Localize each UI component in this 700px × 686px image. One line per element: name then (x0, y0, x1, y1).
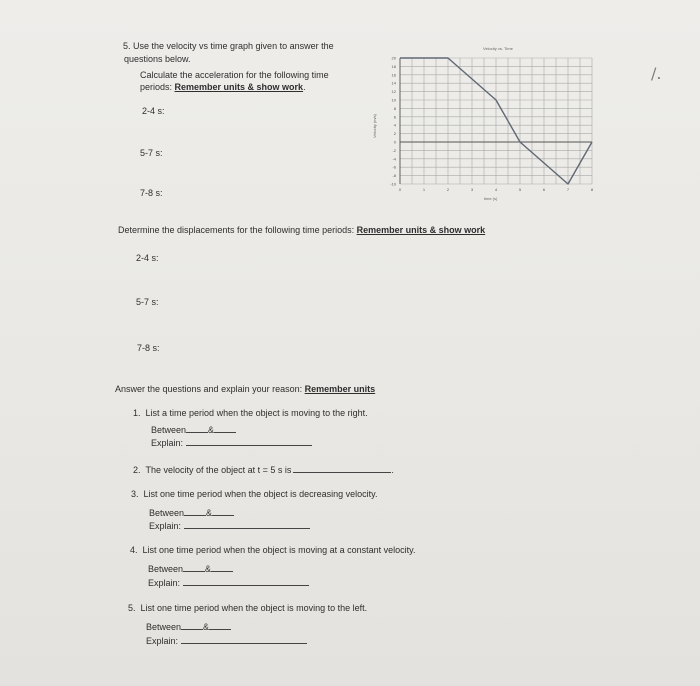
answer-item-1-between (151, 423, 236, 436)
x-tick-label: 4 (494, 187, 498, 192)
answer-instructions (115, 384, 375, 395)
between-start-blank[interactable] (184, 506, 206, 516)
answer-item-2 (133, 463, 394, 476)
graph-y-axis-label: Velocity (m/s) (372, 113, 377, 139)
item-number: 1. (133, 408, 141, 418)
accel-remember-units: Remember units & show work (174, 82, 304, 92)
answer-instructions-prefix: Answer the questions and explain your reason: (115, 384, 305, 394)
explain-blank[interactable] (184, 519, 310, 529)
y-tick-label: 8 (393, 105, 396, 111)
y-tick-label: -10 (390, 181, 396, 187)
graph-title: Velocity vs. Time (483, 46, 513, 51)
velocity-time-graph (360, 38, 620, 208)
explain-label: Explain: (146, 636, 179, 646)
x-tick-label: 2 (446, 187, 450, 192)
ampersand: & (206, 508, 213, 518)
y-tick-label: 10 (391, 97, 396, 103)
y-tick-label: 16 (391, 72, 396, 78)
between-label: Between (149, 508, 185, 518)
between-label: Between (148, 564, 184, 574)
item-text: List one time period when the object is decreasing velocity. (143, 489, 378, 499)
explain-blank[interactable] (181, 634, 307, 644)
y-tick-label: 6 (393, 114, 396, 120)
accel-period-2-4: 2-4 s: (142, 106, 165, 116)
answer-item-4-between (148, 562, 233, 575)
y-tick-label: 14 (391, 80, 396, 86)
y-tick-label: 2 (393, 131, 396, 137)
y-tick-label: 0 (393, 139, 396, 145)
y-tick-label: -4 (392, 156, 396, 162)
answer-item-3-explain (149, 519, 310, 532)
item-number: 3. (131, 489, 139, 499)
explain-blank[interactable] (183, 576, 309, 586)
y-tick-label: 20 (391, 55, 396, 61)
item-text: The velocity of the object at t = 5 s is (145, 465, 292, 475)
answer-remember-units: Remember units (304, 384, 376, 394)
disp-instructions (118, 225, 485, 236)
x-tick-label: 1 (422, 187, 426, 192)
between-end-blank[interactable] (214, 423, 236, 433)
answer-item-5-explain (146, 634, 307, 647)
margin-pencil-mark: /. (651, 64, 662, 83)
item-number: 4. (130, 545, 138, 555)
item-number: 5. (128, 603, 136, 613)
between-start-blank[interactable] (181, 620, 203, 630)
item-text: List a time period when the object is moving to the right. (145, 408, 368, 418)
between-end-blank[interactable] (209, 620, 231, 630)
between-label: Between (151, 425, 187, 435)
x-tick-label: 7 (566, 187, 570, 192)
q5-header-line2: questions below. (124, 54, 191, 64)
between-start-blank[interactable] (186, 423, 208, 433)
answer-item-4-explain (148, 576, 309, 589)
x-tick-label: 5 (518, 187, 522, 192)
ampersand: & (208, 425, 215, 435)
x-tick-label: 6 (542, 187, 546, 192)
accel-period-7-8: 7-8 s: (140, 188, 163, 198)
item-end: . (391, 465, 394, 475)
accel-instructions-line1: Calculate the acceleration for the following time (140, 70, 329, 80)
disp-period-2-4: 2-4 s: (136, 253, 159, 263)
y-tick-label: 12 (391, 89, 396, 95)
explain-blank[interactable] (186, 436, 312, 446)
answer-item-3 (131, 489, 378, 500)
disp-remember-units: Remember units & show work (356, 225, 486, 235)
answer-item-4 (130, 545, 416, 556)
ampersand: & (203, 622, 210, 632)
accel-period-5-7: 5-7 s: (140, 148, 163, 158)
accel-instructions-line2 (140, 82, 306, 93)
y-tick-label: -8 (392, 173, 396, 179)
x-tick-label: 3 (470, 187, 474, 192)
answer-item-5-between (146, 620, 231, 633)
explain-label: Explain: (148, 578, 181, 588)
between-end-blank[interactable] (211, 562, 233, 572)
graph-x-axis-label: time (s) (484, 196, 498, 201)
velocity-answer-blank[interactable] (293, 463, 391, 473)
item-text: List one time period when the object is moving at a constant velocity. (142, 545, 416, 555)
explain-label: Explain: (149, 521, 182, 531)
answer-item-1-explain (151, 436, 312, 449)
disp-period-5-7: 5-7 s: (136, 297, 159, 307)
accel-instructions-suffix: . (303, 82, 306, 92)
between-label: Between (146, 622, 182, 632)
accel-instructions-prefix: periods: (140, 82, 175, 92)
answer-item-5 (128, 603, 367, 614)
explain-label: Explain: (151, 438, 184, 448)
y-tick-label: -6 (392, 164, 396, 170)
answer-item-3-between (149, 506, 234, 519)
x-tick-label: 0 (398, 187, 402, 192)
y-tick-label: -2 (392, 147, 396, 153)
ampersand: & (205, 564, 212, 574)
graph-grid (400, 58, 592, 184)
q5-header-line1: 5. Use the velocity vs time graph given to answer the (123, 41, 334, 51)
y-tick-labels (390, 56, 397, 187)
disp-instructions-prefix: Determine the displacements for the following time periods: (118, 225, 357, 235)
y-tick-label: 4 (393, 122, 396, 128)
disp-period-7-8: 7-8 s: (137, 343, 160, 353)
y-tick-label: 18 (391, 63, 396, 69)
between-start-blank[interactable] (183, 562, 205, 572)
x-tick-labels (399, 187, 594, 192)
item-number: 2. (133, 465, 141, 475)
answer-item-1 (133, 408, 368, 419)
between-end-blank[interactable] (212, 506, 234, 516)
item-text: List one time period when the object is moving to the left. (140, 603, 368, 613)
x-tick-label: 8 (590, 187, 594, 192)
